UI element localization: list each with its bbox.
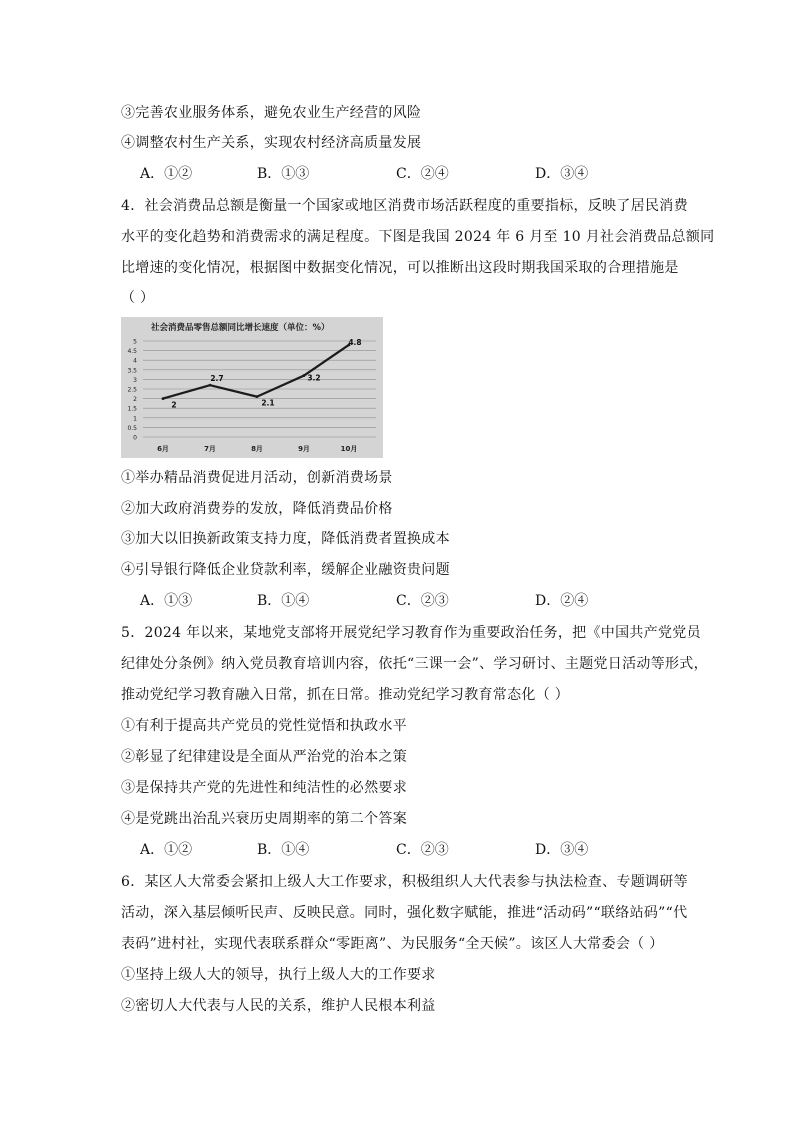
option-text-4-historical-cycle: ④是党跳出治乱兴衰历史周期率的第二个答案: [121, 811, 407, 827]
y-axis-ticks: [127, 339, 137, 442]
answer-option-a[interactable]: A．①③: [140, 593, 193, 609]
data-point: [303, 374, 306, 377]
option-text-1-higher-congress: ①坚持上级人大的领导，执行上级人大的工作要求: [121, 967, 436, 983]
chart-canvas: [121, 317, 383, 458]
chart-grid: [143, 341, 376, 437]
data-point: [256, 395, 259, 398]
retail-sales-growth-chart: [121, 317, 383, 458]
question-4-stem-line-1: 4．社会消费品总额是衡量一个国家或地区消费市场活跃程度的重要指标，反映了居民消费: [121, 198, 688, 214]
x-tick-label: 9月: [298, 445, 310, 453]
x-axis-ticks: [157, 445, 357, 453]
question-5-stem-line-3: 推动党纪学习教育融入日常，抓在日常。推动党纪学习教育常态化（ ）: [121, 687, 570, 703]
data-label: 2: [171, 400, 177, 410]
y-tick-label: 0: [133, 434, 137, 442]
option-text-4-rural-relations: ④调整农村生产关系，实现农村经济高质量发展: [121, 135, 422, 151]
answer-option-d[interactable]: D．③④: [535, 166, 589, 182]
answer-option-c[interactable]: C．②③: [396, 842, 449, 858]
option-text-4-loan-rates: ④引导银行降低企业贷款利率，缓解企业融资贵问题: [121, 562, 450, 578]
option-text-3-advanced-nature: ③是保持共产党的先进性和纯洁性的必然要求: [121, 780, 407, 796]
answer-option-d[interactable]: D．③④: [535, 842, 589, 858]
answer-option-c[interactable]: C．②④: [396, 166, 449, 182]
y-tick-label: 2: [133, 396, 137, 404]
chart-title: 社会消费品零售总额同比增长速度（单位：%）: [151, 323, 330, 333]
growth-series: [162, 343, 351, 400]
y-tick-label: 3.5: [127, 367, 137, 375]
option-text-1-consumption-month: ①举办精品消费促进月活动，创新消费场景: [121, 470, 393, 486]
question-5-stem-line-2: 纪律处分条例》纳入党员教育培训内容，依托“三课一会”、学习研讨、主题党日活动等形式，: [121, 656, 708, 672]
question-6-stem-line-3: 表码”进村社，实现代表联系群众“零距离”、为民服务“全天候”。该区人大常委会（ ）: [121, 936, 664, 952]
question-5-stem-line-1: 5．2024 年以来，某地党支部将开展党纪学习教育作为重要政治任务，把《中国共产党党员: [121, 625, 701, 641]
option-text-3-trade-in-policy: ③加大以旧换新政策支持力度，降低消费者置换成本: [121, 531, 450, 547]
question-4-stem-line-2: 水平的变化趋势和消费需求的满足程度。下图是我国 2024 年 6 月至 10 月社会消费品总额同: [121, 229, 715, 245]
data-label: 2.1: [261, 398, 275, 408]
x-tick-label: 8月: [251, 445, 263, 453]
y-tick-label: 1: [133, 415, 137, 423]
option-text-2-discipline-building: ②彰显了纪律建设是全面从严治党的治本之策: [121, 749, 407, 765]
answer-option-b[interactable]: B．①③: [257, 166, 310, 182]
data-label: 3.2: [307, 373, 321, 383]
series-line: [163, 345, 349, 399]
option-text-1-party-spirit: ①有利于提高共产党员的党性觉悟和执政水平: [121, 718, 407, 734]
option-text-3-farming-services: ③完善农业服务体系，避免农业生产经营的风险: [121, 105, 422, 121]
option-text-2-consumption-vouchers: ②加大政府消费券的发放，降低消费品价格: [121, 501, 393, 517]
data-label: 2.7: [210, 374, 224, 384]
question-6-stem-line-1: 6．某区人大常委会紧扣上级人大工作要求，积极组织人大代表参与执法检查、专题调研等: [121, 874, 688, 890]
x-tick-label: 7月: [204, 445, 216, 453]
answer-option-a[interactable]: A．①②: [140, 842, 193, 858]
y-tick-label: 4: [133, 357, 137, 365]
question-4-stem-line-3: 比增速的变化情况，根据图中数据变化情况，可以推断出这段时期我国采取的合理措施是: [121, 260, 679, 276]
question-6-stem-line-2: 活动，深入基层倾听民声、反映民意。同时，强化数字赋能，推进“活动码”“联络站码”“代: [121, 905, 688, 921]
y-tick-label: 1.5: [127, 405, 137, 413]
y-tick-label: 5: [133, 338, 137, 346]
y-tick-label: 0.5: [127, 424, 137, 432]
answer-option-c[interactable]: C．②③: [396, 593, 449, 609]
data-label: 4.8: [348, 337, 362, 347]
option-text-2-deputies-people: ②密切人大代表与人民的关系，维护人民根本利益: [121, 998, 436, 1014]
y-tick-label: 4.5: [127, 348, 137, 356]
data-point: [162, 397, 165, 400]
x-tick-label: 10月: [340, 445, 358, 453]
data-point: [209, 384, 212, 387]
answer-option-d[interactable]: D．②④: [535, 593, 589, 609]
answer-option-b[interactable]: B．①④: [257, 842, 310, 858]
answer-option-a[interactable]: A．①②: [140, 166, 193, 182]
x-tick-label: 6月: [157, 445, 169, 453]
y-tick-label: 3: [133, 376, 137, 384]
y-tick-label: 2.5: [127, 386, 137, 394]
answer-option-b[interactable]: B．①④: [257, 593, 310, 609]
question-4-answer-bracket: （ ）: [121, 290, 155, 306]
